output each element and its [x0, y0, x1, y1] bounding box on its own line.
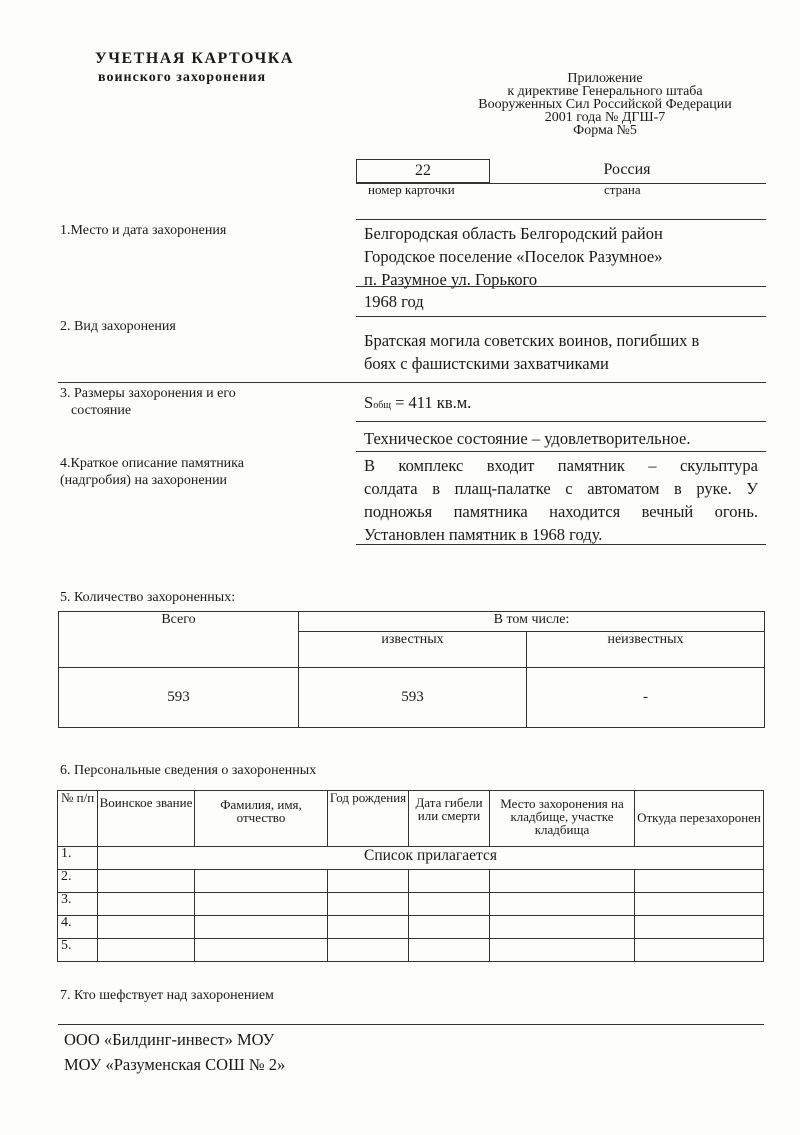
- table-row: [58, 916, 764, 939]
- unknown-count: -: [527, 668, 765, 728]
- row-number: 5.: [58, 939, 98, 962]
- col-place: Место захоронения на кладбище, участке кладбища: [490, 791, 635, 847]
- patron-line: ООО «Билдинг-инвест» МОУ: [64, 1030, 275, 1049]
- section4-label-line: (надгробия) на захоронении: [60, 473, 228, 488]
- burial-place-line: п. Разумное ул. Горького: [364, 270, 538, 289]
- section3-label-line: состояние: [71, 403, 132, 418]
- patron-line: МОУ «Разуменская СОШ № 2»: [64, 1055, 286, 1074]
- total-header: Всего: [59, 612, 299, 668]
- section3-label-line: 3. Размеры захоронения и его: [60, 386, 236, 401]
- appendix-line: 2001 года № ДГШ-7: [544, 110, 666, 125]
- section5-label: 5. Количество захороненных:: [60, 590, 236, 605]
- description-line: В комплекс входит памятник – скульптура: [364, 456, 758, 475]
- divider: [58, 1024, 764, 1025]
- area-symbol: S: [364, 393, 374, 412]
- description-line: солдата в плащ-палатке с автоматом в руке. У: [364, 479, 758, 498]
- row-number: 1.: [58, 847, 98, 870]
- table-row: [58, 939, 764, 962]
- section4-label: [60, 455, 244, 489]
- burial-count-table: [58, 611, 765, 728]
- divider: [356, 316, 766, 317]
- card-number: 22: [356, 159, 490, 183]
- col-name: Фамилия, имя, отчество: [195, 791, 328, 847]
- country-caption: страна: [604, 182, 641, 197]
- section1-label: 1.Место и дата захоронения: [60, 223, 227, 238]
- section3-label: [60, 385, 236, 419]
- appendix-line: Вооруженных Сил Российской Федерации: [478, 97, 732, 112]
- burial-type: [364, 329, 699, 375]
- section7-label: 7. Кто шефствует над захоронением: [60, 988, 274, 1003]
- description-line: Установлен памятник в 1968 году.: [364, 525, 603, 544]
- burial-place: [364, 222, 663, 291]
- divider: [356, 421, 766, 422]
- burial-type-line: Братская могила советских воинов, погибших в: [364, 331, 700, 350]
- row-number: 2.: [58, 870, 98, 893]
- divider: [356, 219, 766, 220]
- burial-type-line: боях с фашистскими захватчиками: [364, 354, 609, 373]
- section4-label-line: 4.Краткое описание памятника: [60, 456, 244, 471]
- section6-label: 6. Персональные сведения о захороненных: [60, 763, 317, 778]
- divider: [356, 544, 766, 545]
- technical-condition: Техническое состояние – удовлетворительное.: [364, 429, 691, 448]
- including-header: В том числе:: [299, 612, 765, 632]
- row-number: 4.: [58, 916, 98, 939]
- row-number: 3.: [58, 893, 98, 916]
- section2-label: 2. Вид захоронения: [60, 319, 176, 334]
- known-count: 593: [299, 668, 527, 728]
- appendix-line: Форма №5: [573, 123, 637, 138]
- col-num: № п/п: [58, 791, 98, 847]
- col-rank: Воинское звание: [98, 791, 195, 847]
- burial-place-line: Городское поселение «Поселок Разумное»: [364, 247, 663, 266]
- table-row: [58, 870, 764, 893]
- divider: [356, 451, 766, 452]
- area-subscript: общ: [373, 400, 391, 411]
- patrons: [64, 1027, 285, 1077]
- card-title: УЧЕТНАЯ КАРТОЧКА: [95, 50, 294, 67]
- appendix-note: [420, 72, 790, 137]
- known-header: известных: [299, 632, 527, 668]
- country: Россия: [603, 161, 651, 178]
- appendix-line: к директиве Генерального штаба: [507, 84, 703, 99]
- table-row: [58, 893, 764, 916]
- burial-place-line: Белгородская область Белгородский район: [364, 224, 663, 243]
- burial-area: [364, 391, 471, 417]
- unknown-header: неизвестных: [527, 632, 765, 668]
- col-birth: Год рождения: [328, 791, 409, 847]
- description-line: подножья памятника находится вечный огонь.: [364, 502, 758, 521]
- card-number-caption: номер карточки: [368, 182, 455, 197]
- divider: [58, 382, 766, 383]
- total-count: 593: [59, 668, 299, 728]
- area-value: = 411 кв.м.: [390, 393, 472, 412]
- monument-description: [364, 454, 758, 546]
- col-death: Дата гибели или смерти: [409, 791, 490, 847]
- appendix-line: Приложение: [567, 71, 643, 86]
- divider: [356, 286, 766, 287]
- col-from: Откуда перезахоронен: [635, 791, 764, 847]
- personal-data-table: [57, 790, 764, 962]
- list-attached-note: Список прилагается: [98, 847, 764, 870]
- burial-year: 1968 год: [364, 292, 424, 311]
- card-subtitle: воинского захоронения: [98, 70, 267, 85]
